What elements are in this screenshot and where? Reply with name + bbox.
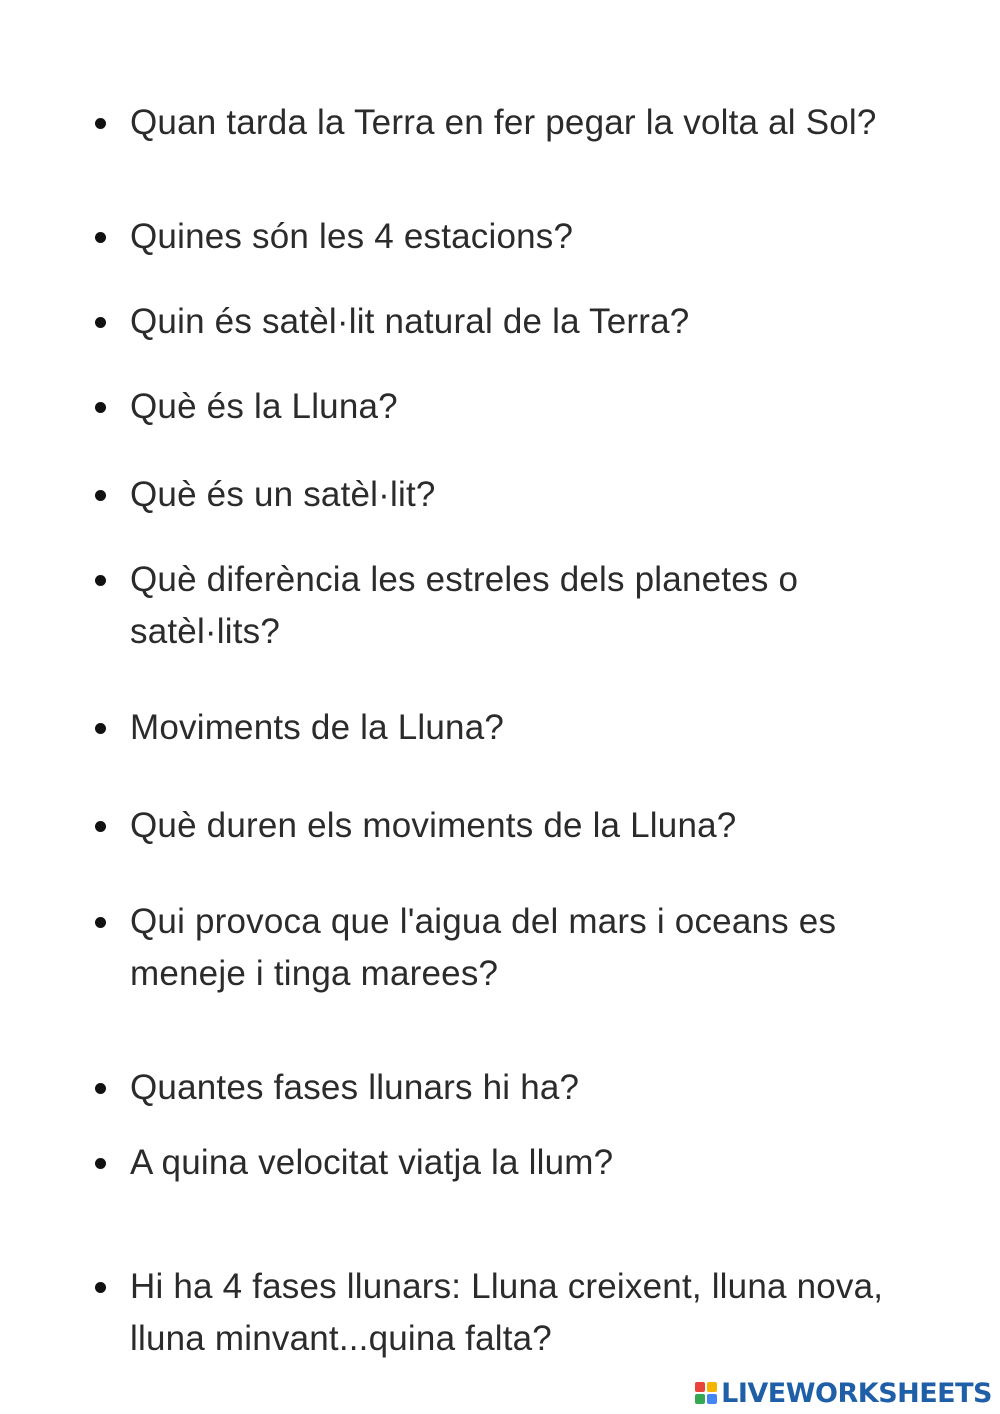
- question-5: Què és un satèl·lit?: [130, 475, 436, 514]
- logo-square-yellow: [707, 1382, 717, 1392]
- logo-square-red: [695, 1382, 705, 1392]
- bullet-12: [95, 1282, 106, 1293]
- question-3: Quin és satèl·lit natural de la Terra?: [130, 302, 690, 341]
- question-4: Què és la Lluna?: [130, 387, 398, 426]
- logo-square-green: [695, 1394, 705, 1404]
- bullet-8: [95, 821, 106, 832]
- question-6: Què diferència les estreles dels planetes o satèl·lits?: [130, 560, 799, 651]
- question-12: Hi ha 4 fases llunars: Lluna creixent, lluna nova, lluna minvant...quina falta?: [130, 1267, 884, 1358]
- bullet-7: [95, 723, 106, 734]
- bullet-9: [95, 917, 106, 928]
- question-11: A quina velocitat viatja la llum?: [130, 1143, 614, 1182]
- logo-square-blue: [707, 1394, 717, 1404]
- liveworksheets-logo-icon: [695, 1382, 717, 1404]
- bullet-6: [95, 575, 106, 586]
- watermark: [695, 1376, 992, 1410]
- bullet-4: [95, 402, 106, 413]
- bullet-3: [95, 317, 106, 328]
- question-8: Què duren els moviments de la Lluna?: [130, 806, 737, 845]
- question-1: Quan tarda la Terra en fer pegar la volta al Sol?: [130, 103, 877, 142]
- bullet-11: [95, 1158, 106, 1169]
- bullet-10: [95, 1083, 106, 1094]
- question-2: Quines són les 4 estacions?: [130, 217, 574, 256]
- question-7: Moviments de la Lluna?: [130, 708, 505, 747]
- question-10: Quantes fases llunars hi ha?: [130, 1068, 580, 1107]
- bullet-1: [95, 118, 106, 129]
- bullet-5: [95, 490, 106, 501]
- bullet-2: [95, 232, 106, 243]
- question-9: Qui provoca que l'aigua del mars i oceans es meneje i tinga marees?: [130, 902, 837, 993]
- watermark-text: LIVEWORKSHEETS: [721, 1377, 992, 1409]
